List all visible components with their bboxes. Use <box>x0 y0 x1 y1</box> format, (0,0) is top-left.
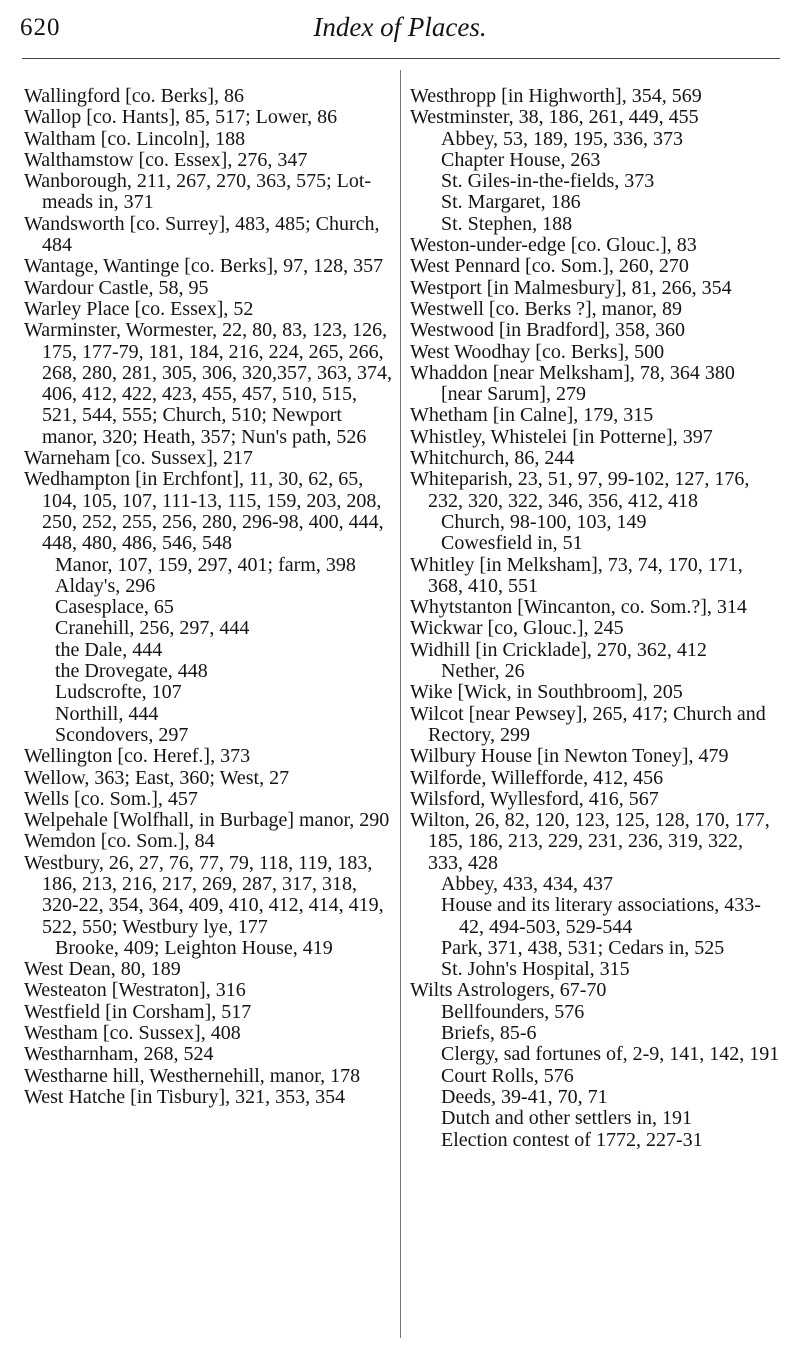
index-entry: Westharnham, 268, 524 <box>24 1043 214 1066</box>
index-entry: Wilts Astrologers, 67-70 <box>410 979 607 1002</box>
index-entry: Wedhampton [in Erchfont], 11, 30, 62, 65, 104, 105, 107, 111-13, 115, 159, 203, 208, 250, 252, 255, 256, 280, 296-98, 400, 444, 448, 480, 486, 546, 548 <box>24 468 384 555</box>
index-entry: Waltham [co. Lincoln], 188 <box>24 127 246 150</box>
index-entry: St. Margaret, 186 <box>441 191 581 214</box>
index-entry: Wilforde, Willefforde, 412, 456 <box>410 766 664 789</box>
index-entry: Abbey, 433, 434, 437 <box>441 872 614 895</box>
index-entry: Whytstanton [Wincanton, co. Som.?], 314 <box>410 596 747 619</box>
index-entry: Church, 98-100, 103, 149 <box>441 510 647 533</box>
index-entry: Wilbury House [in Newton Toney], 479 <box>410 745 729 768</box>
index-entry: Westhropp [in Highworth], 354, 569 <box>410 85 702 107</box>
index-entry: Wellington [co. Heref.], 373 <box>24 745 251 768</box>
index-entry: West Pennard [co. Som.], 260, 270 <box>410 255 689 278</box>
page-title: Index of Places. <box>313 12 487 42</box>
index-entry: Wilsford, Wyllesford, 416, 567 <box>410 787 659 810</box>
index-entry: Wells [co. Som.], 457 <box>24 787 198 810</box>
index-entry: Wickwar [co, Glouc.], 245 <box>410 617 624 640</box>
column-divider <box>400 70 401 1338</box>
index-entry: Clergy, sad fortunes of, 2-9, 141, 142, 191 <box>441 1043 780 1066</box>
header-rule <box>22 58 780 59</box>
index-column-left <box>24 86 394 1108</box>
index-entry: [near Sarum], 279 <box>441 383 586 406</box>
index-entry: the Dale, 444 <box>55 638 163 661</box>
index-entry: Westham [co. Sussex], 408 <box>24 1022 241 1045</box>
index-entry: Widhill [in Cricklade], 270, 362, 412 <box>410 638 707 661</box>
index-entry: Whistley, Whistelei [in Potterne], 397 <box>410 425 713 448</box>
index-entry: Brooke, 409; Leighton House, 419 <box>55 936 333 959</box>
index-entry: Wallingford [co. Berks], 86 <box>24 85 244 107</box>
index-entry: Westeaton [Westraton], 316 <box>24 979 246 1002</box>
index-entry: St. Giles-in-the-fields, 373 <box>441 170 655 193</box>
index-entry: West Dean, 80, 189 <box>24 958 181 981</box>
index-entry: Walthamstow [co. Essex], 276, 347 <box>24 148 308 171</box>
index-column-right <box>410 86 780 1151</box>
index-entry: Wanborough, 211, 267, 270, 363, 575; Lot-meads in, 371 <box>24 170 372 214</box>
index-entry: Warminster, Wormester, 22, 80, 83, 123, 126, 175, 177-79, 181, 184, 216, 224, 265, 266, 268, 280, 281, 305, 306, 320,357, 363, 374, 406, 412, 422, 423, 455, 457, 510, 515, 521, 544, 555; Church, 510; Newport manor, 320; Heath, 357; Nun's path, 526 <box>24 319 392 448</box>
index-entry: Wantage, Wantinge [co. Berks], 97, 128, 357 <box>24 255 384 278</box>
index-entry: Deeds, 39-41, 70, 71 <box>441 1085 608 1108</box>
index-entry: Wellow, 363; East, 360; West, 27 <box>24 766 290 789</box>
index-entry: Nether, 26 <box>441 660 525 683</box>
index-entry: Whitchurch, 86, 244 <box>410 447 575 470</box>
index-entry: Westharne hill, Westhernehill, manor, 178 <box>24 1064 361 1087</box>
index-entry: House and its literary associations, 433-42, 494-503, 529-544 <box>441 894 761 938</box>
index-entry: Northill, 444 <box>55 702 159 725</box>
index-entry: St. John's Hospital, 315 <box>441 958 630 981</box>
index-entry: Whitley [in Melksham], 73, 74, 170, 171, 368, 410, 551 <box>410 553 743 597</box>
index-entry: Warley Place [co. Essex], 52 <box>24 297 254 320</box>
index-entry: Manor, 107, 159, 297, 401; farm, 398 <box>55 553 356 576</box>
index-entry: Wandsworth [co. Surrey], 483, 485; Church, 484 <box>24 212 380 257</box>
index-entry: Westminster, 38, 186, 261, 449, 455 <box>410 106 699 129</box>
index-entry: Wallop [co. Hants], 85, 517; Lower, 86 <box>24 106 338 129</box>
index-entry: Westfield [in Corsham], 517 <box>24 1000 252 1023</box>
index-entry: Warneham [co. Sussex], 217 <box>24 447 253 470</box>
index-entry: Whaddon [near Melksham], 78, 364 380 <box>410 361 735 384</box>
index-entry: Whiteparish, 23, 51, 97, 99-102, 127, 176, 232, 320, 322, 346, 356, 412, 418 <box>410 468 750 512</box>
index-entry: Whetham [in Calne], 179, 315 <box>410 404 654 427</box>
index-entry: West Woodhay [co. Berks], 500 <box>410 340 665 363</box>
index-entry: Welpehale [Wolfhall, in Burbage] manor, 290 <box>24 809 390 832</box>
index-entry: Westbury, 26, 27, 76, 77, 79, 118, 119, 183, 186, 213, 216, 217, 269, 287, 317, 318, 320-22, 354, 364, 409, 410, 412, 414, 419, 522, 550; Westbury lye, 177 <box>24 851 384 938</box>
index-entry: Ludscrofte, 107 <box>55 681 182 704</box>
index-entry: Westport [in Malmesbury], 81, 266, 354 <box>410 276 732 299</box>
page-header <box>0 0 800 56</box>
index-entry: Westwood [in Bradford], 358, 360 <box>410 319 686 342</box>
index-entry: Cranehill, 256, 297, 444 <box>55 617 250 640</box>
index-entry: Dutch and other settlers in, 191 <box>441 1107 693 1130</box>
index-entry: Court Rolls, 576 <box>441 1064 574 1087</box>
index-entry: Westwell [co. Berks ?], manor, 89 <box>410 297 682 320</box>
index-entry: St. Stephen, 188 <box>441 212 573 235</box>
index-entry: Wemdon [co. Som.], 84 <box>24 830 215 853</box>
index-entry: Cowesfield in, 51 <box>441 532 583 555</box>
index-entry: Chapter House, 263 <box>441 148 601 171</box>
index-entry: Abbey, 53, 189, 195, 336, 373 <box>441 127 684 150</box>
index-entry: Wardour Castle, 58, 95 <box>24 276 209 299</box>
index-entry: Casesplace, 65 <box>55 596 174 619</box>
index-entry: Weston-under-edge [co. Glouc.], 83 <box>410 234 697 257</box>
index-entry: Briefs, 85-6 <box>441 1022 537 1045</box>
index-entry: Wilcot [near Pewsey], 265, 417; Church and Rectory, 299 <box>410 702 766 746</box>
page-number: 620 <box>20 14 61 41</box>
index-entry: Alday's, 296 <box>55 574 156 597</box>
index-entry: Wike [Wick, in Southbroom], 205 <box>410 681 683 704</box>
index-entry: Scondovers, 297 <box>55 723 189 746</box>
index-entry: Election contest of 1772, 227-31 <box>441 1128 703 1151</box>
index-entry: the Drovegate, 448 <box>55 660 208 683</box>
index-entry: West Hatche [in Tisbury], 321, 353, 354 <box>24 1085 346 1108</box>
index-entry: Bellfounders, 576 <box>441 1000 585 1023</box>
index-entry: Park, 371, 438, 531; Cedars in, 525 <box>441 936 725 959</box>
index-entry: Wilton, 26, 82, 120, 123, 125, 128, 170, 177, 185, 186, 213, 229, 231, 236, 319, 322, 333, 428 <box>410 809 770 874</box>
